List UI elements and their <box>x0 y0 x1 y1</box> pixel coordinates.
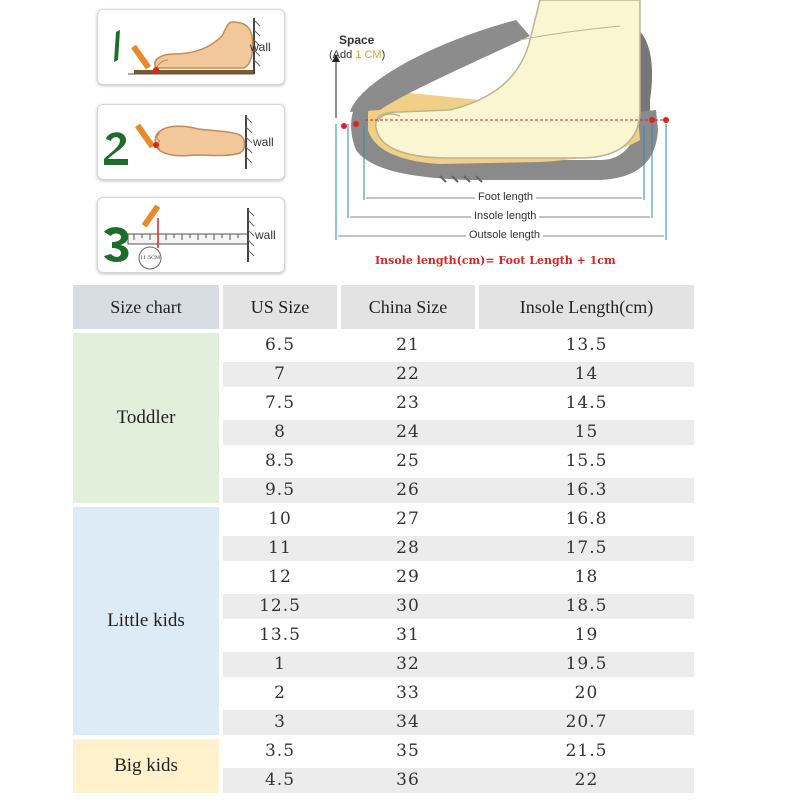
china-size-cell: 35 <box>396 741 420 761</box>
table-row <box>223 623 694 648</box>
table-row <box>223 362 694 387</box>
insole-length-cell: 21.5 <box>565 741 608 761</box>
table-row <box>223 391 694 416</box>
china-size-cell: 22 <box>396 364 420 384</box>
foot-length-label: Foot length <box>475 191 536 203</box>
us-size-cell: 4.5 <box>264 770 296 790</box>
insole-length-cell: 13.5 <box>565 335 608 355</box>
step-2-card <box>97 104 285 180</box>
china-size-cell: 33 <box>396 683 420 703</box>
us-size-cell: 9.5 <box>264 480 296 500</box>
insole-length-cell: 19.5 <box>565 654 608 674</box>
insole-length-cell: 14 <box>574 364 599 384</box>
insole-length-cell: 22 <box>574 770 599 790</box>
step-number-1 <box>102 26 132 66</box>
us-size-cell: 1 <box>274 654 286 674</box>
space-add-note <box>329 49 385 61</box>
us-size-cell: 2 <box>274 683 286 703</box>
table-row <box>223 420 694 445</box>
china-size-cell: 29 <box>396 567 420 587</box>
ruler-reading-label: 11.5CM <box>140 255 161 261</box>
china-size-cell: 23 <box>396 393 420 413</box>
step-1-card <box>97 9 285 85</box>
header-us-size: US Size <box>223 285 337 329</box>
table-row <box>223 565 694 590</box>
step-number-3 <box>100 224 134 264</box>
insole-length-cell: 16.8 <box>565 509 608 529</box>
us-size-cell: 12 <box>268 567 292 587</box>
outsole-length-label: Outsole length <box>466 229 543 241</box>
table-row <box>223 333 694 358</box>
header-china-size: China Size <box>341 285 475 329</box>
table-row <box>223 507 694 532</box>
us-size-cell: 13.5 <box>259 625 301 645</box>
wall-label: wall <box>255 228 276 242</box>
group-little-kids: Little kids <box>73 507 219 735</box>
insole-length-cell: 20 <box>574 683 599 703</box>
space-label: Space <box>339 33 375 47</box>
table-row <box>223 478 694 503</box>
step-number-2 <box>100 127 134 167</box>
group-toddler: Toddler <box>73 333 219 503</box>
space-add-prefix: (Add <box>329 49 356 61</box>
header-size-chart: Size chart <box>73 285 219 329</box>
us-size-cell: 12.5 <box>259 596 301 616</box>
us-size-cell: 7 <box>274 364 286 384</box>
table-row <box>223 449 694 474</box>
table-row <box>223 594 694 619</box>
insole-length-cell: 15 <box>574 422 599 442</box>
header-insole-length: Insole Length(cm) <box>479 285 694 329</box>
us-size-cell: 6.5 <box>264 335 296 355</box>
insole-length-label: Insole length <box>471 210 539 222</box>
us-size-cell: 3 <box>274 712 286 732</box>
us-size-cell: 3.5 <box>264 741 296 761</box>
us-size-cell: 8 <box>274 422 286 442</box>
china-size-cell: 28 <box>396 538 420 558</box>
china-size-cell: 32 <box>396 654 420 674</box>
insole-length-cell: 14.5 <box>565 393 608 413</box>
table-row <box>223 768 694 793</box>
insole-length-cell: 18 <box>574 567 599 587</box>
china-size-cell: 31 <box>396 625 420 645</box>
china-size-cell: 36 <box>396 770 420 790</box>
insole-length-cell: 18.5 <box>565 596 608 616</box>
us-size-cell: 8.5 <box>264 451 296 471</box>
insole-formula: Insole length(cm)= Foot Length + 1cm <box>375 254 616 267</box>
table-row <box>223 739 694 764</box>
wall-label: wall <box>250 40 271 54</box>
step-3-card <box>97 197 285 273</box>
china-size-cell: 30 <box>396 596 420 616</box>
wall-label: wall <box>253 135 274 149</box>
china-size-cell: 21 <box>396 335 420 355</box>
table-row <box>223 710 694 735</box>
us-size-cell: 7.5 <box>264 393 296 413</box>
china-size-cell: 26 <box>396 480 420 500</box>
space-add-value: 1 CM <box>355 49 382 61</box>
china-size-cell: 27 <box>396 509 420 529</box>
us-size-cell: 11 <box>268 538 292 558</box>
table-row <box>223 681 694 706</box>
group-big-kids: Big kids <box>73 739 219 793</box>
space-add-suffix: ) <box>381 49 386 61</box>
china-size-cell: 25 <box>396 451 420 471</box>
us-size-cell: 10 <box>268 509 292 529</box>
insole-length-cell: 20.7 <box>565 712 608 732</box>
insole-length-cell: 19 <box>574 625 599 645</box>
insole-length-cell: 16.3 <box>565 480 608 500</box>
insole-length-cell: 15.5 <box>565 451 608 471</box>
china-size-cell: 24 <box>396 422 420 442</box>
table-row <box>223 536 694 561</box>
shoe-measurement-diagram <box>320 0 700 272</box>
table-row <box>223 652 694 677</box>
insole-length-cell: 17.5 <box>565 538 608 558</box>
china-size-cell: 34 <box>396 712 420 732</box>
